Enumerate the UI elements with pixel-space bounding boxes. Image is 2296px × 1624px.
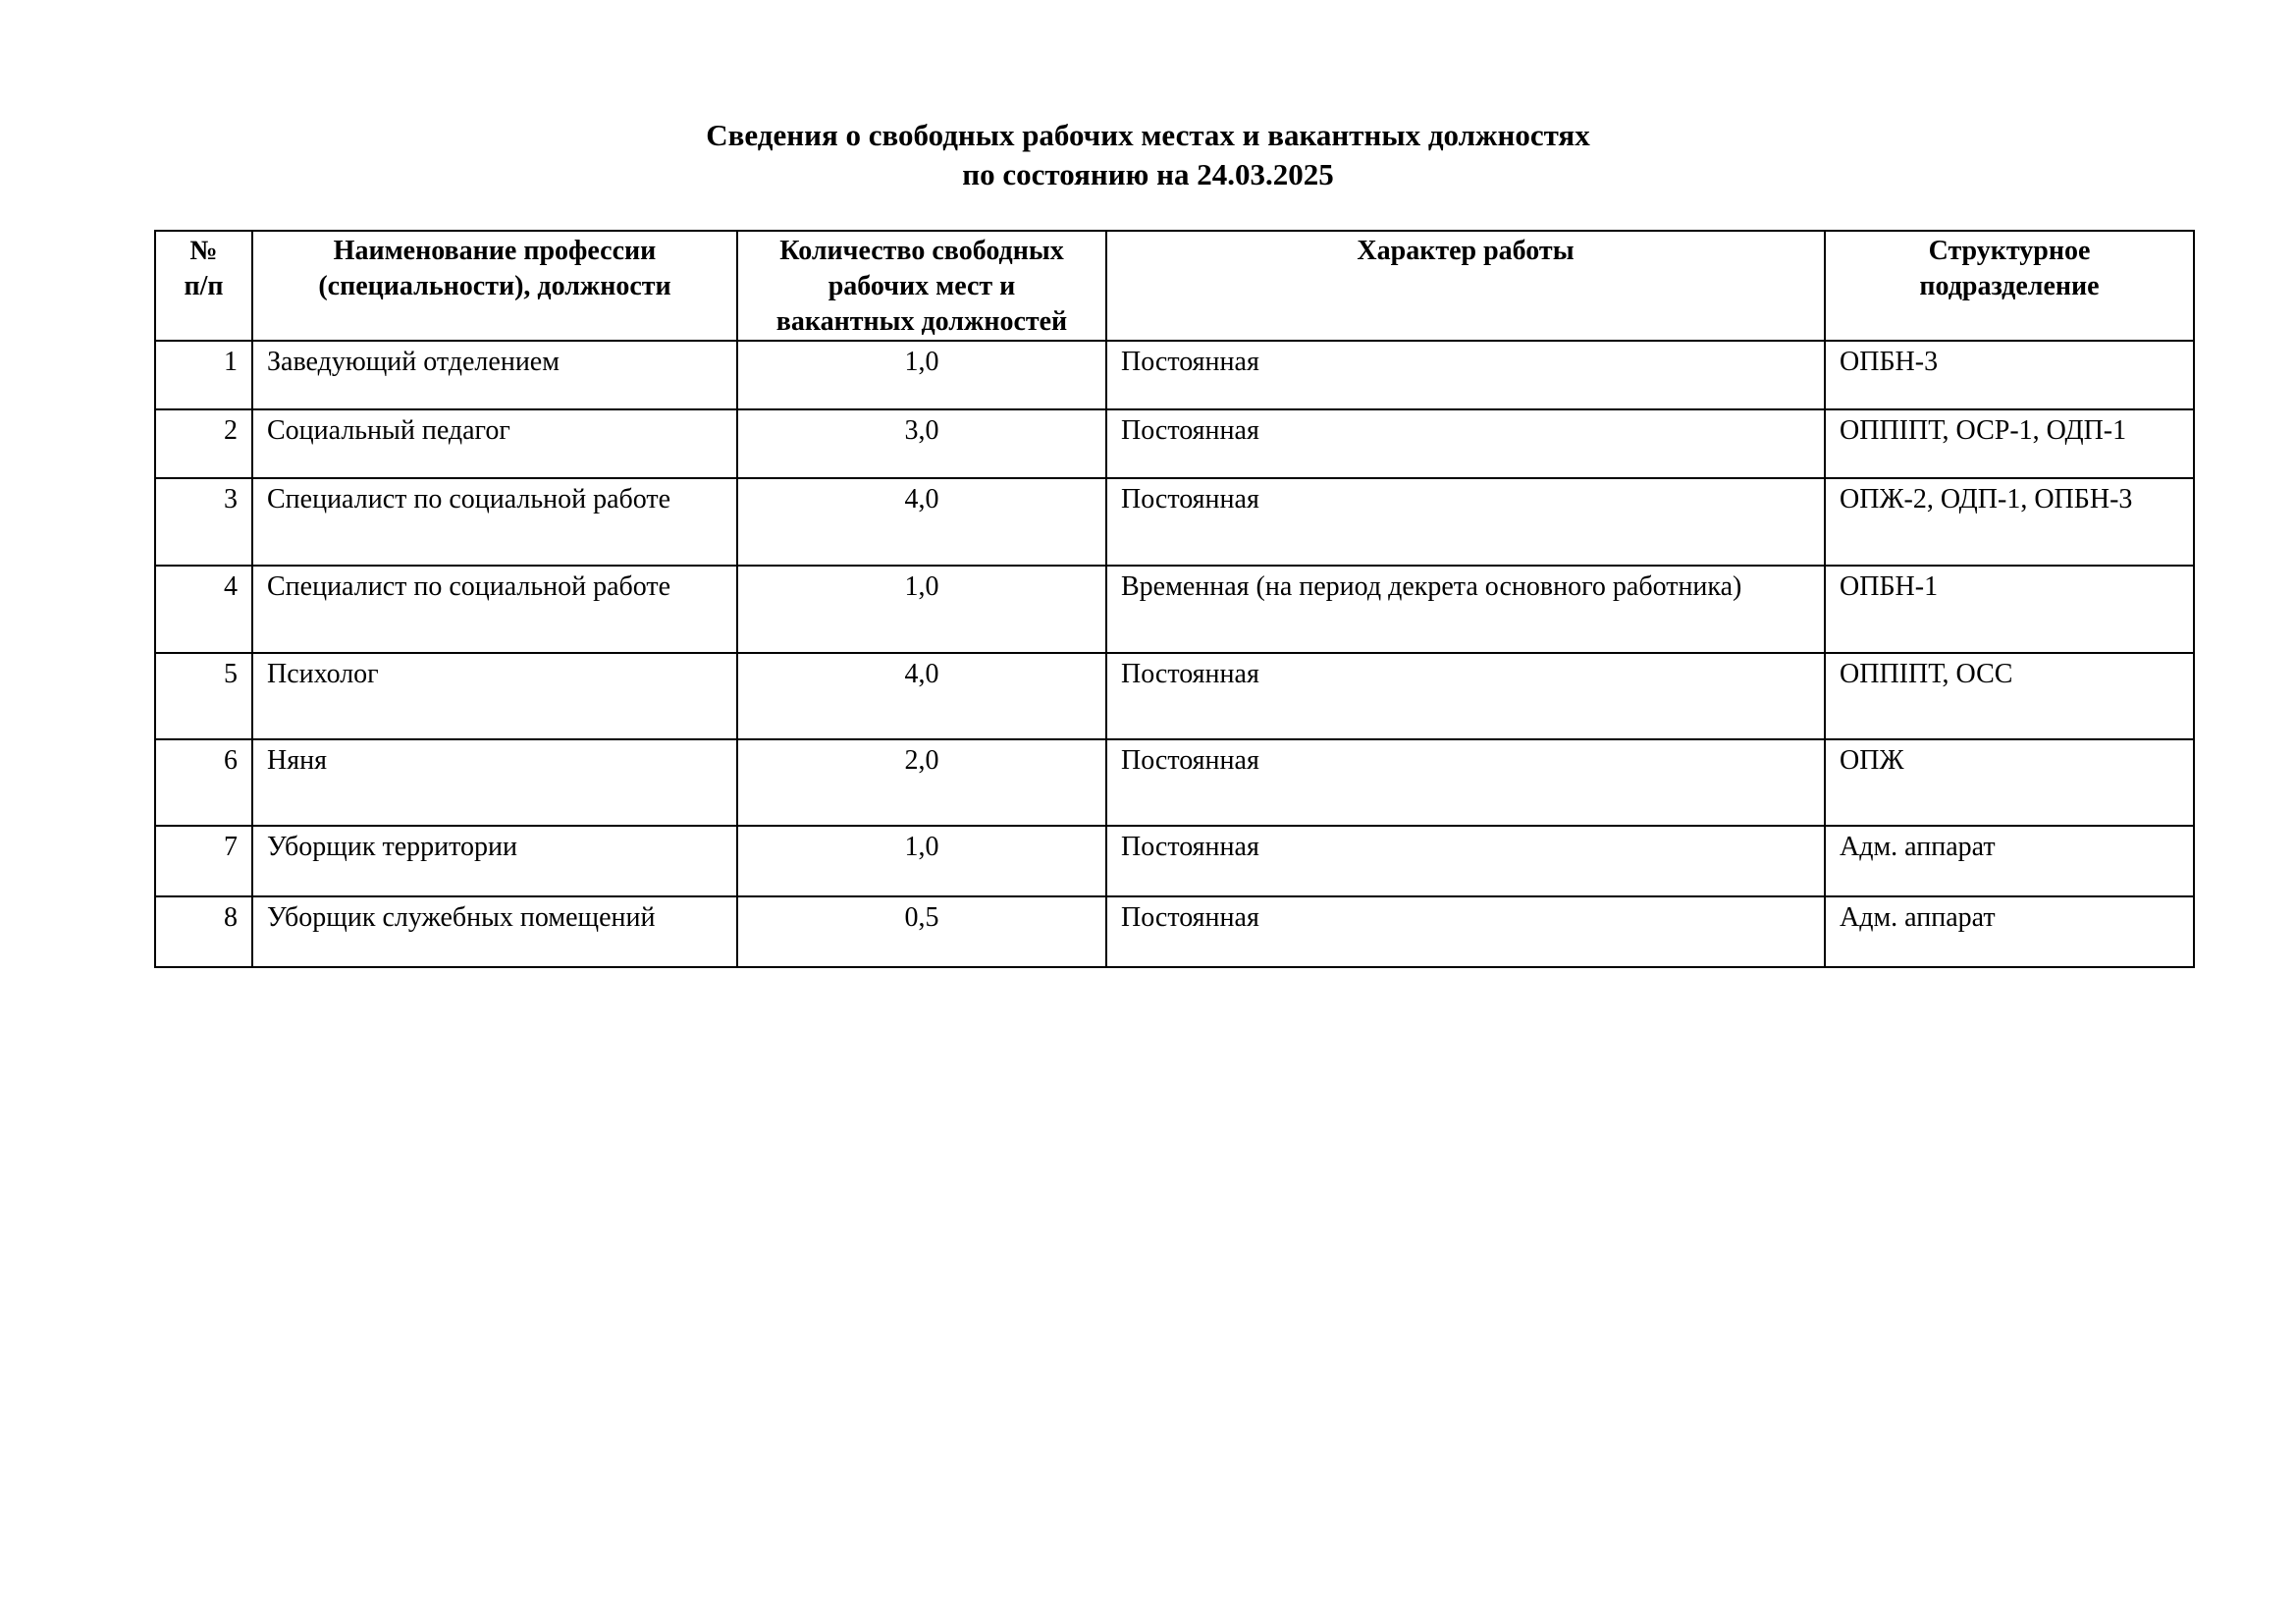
- table-row: [155, 409, 2194, 478]
- header-nature: [1106, 231, 1825, 341]
- header-nature-label: Характер работы: [1357, 236, 1575, 266]
- table-row: [155, 896, 2194, 967]
- header-name: [252, 231, 737, 341]
- row-num: 3: [155, 478, 252, 566]
- row-work-nature: Постоянная: [1106, 896, 1825, 967]
- table-row: [155, 653, 2194, 739]
- row-department: ОПБН-3: [1825, 341, 2194, 409]
- row-department: ОППІПТ, ОСР-1, ОДП-1: [1825, 409, 2194, 478]
- row-department: ОПЖ: [1825, 739, 2194, 826]
- row-work-nature: Постоянная: [1106, 478, 1825, 566]
- row-position: Специалист по социальной работе: [252, 478, 737, 566]
- row-department: Адм. аппарат: [1825, 826, 2194, 896]
- table-row: [155, 566, 2194, 653]
- row-position: Специалист по социальной работе: [252, 566, 737, 653]
- header-qty-line2: рабочих мест и: [828, 271, 1016, 301]
- row-quantity: 2,0: [737, 739, 1106, 826]
- row-position: Заведующий отделением: [252, 341, 737, 409]
- table-row: [155, 341, 2194, 409]
- table-header: [155, 231, 2194, 341]
- header-num: [155, 231, 252, 341]
- row-num: 2: [155, 409, 252, 478]
- row-work-nature: Постоянная: [1106, 341, 1825, 409]
- header-row: [155, 231, 2194, 341]
- row-num: 1: [155, 341, 252, 409]
- header-num-line1: №: [189, 236, 218, 266]
- header-dept-line1: Структурное: [1928, 236, 2091, 266]
- row-department: Адм. аппарат: [1825, 896, 2194, 967]
- table-row: [155, 739, 2194, 826]
- header-num-line2: п/п: [184, 271, 224, 301]
- row-quantity: 0,5: [737, 896, 1106, 967]
- header-qty-line1: Количество свободных: [779, 236, 1064, 266]
- table-body: [155, 341, 2194, 967]
- document-title: [0, 116, 2296, 194]
- row-quantity: 4,0: [737, 478, 1106, 566]
- row-department: ОПЖ-2, ОДП-1, ОПБН-3: [1825, 478, 2194, 566]
- row-quantity: 3,0: [737, 409, 1106, 478]
- title-line-2: по состоянию на 24.03.2025: [962, 157, 1334, 191]
- row-position: Психолог: [252, 653, 737, 739]
- row-quantity: 1,0: [737, 341, 1106, 409]
- row-position: Уборщик служебных помещений: [252, 896, 737, 967]
- header-qty-line3: вакантных должностей: [775, 306, 1068, 337]
- row-work-nature: Постоянная: [1106, 653, 1825, 739]
- row-position: Уборщик территории: [252, 826, 737, 896]
- title-line-1: Сведения о свободных рабочих местах и вакантных должностях: [706, 118, 1590, 152]
- row-num: 7: [155, 826, 252, 896]
- row-work-nature: Постоянная: [1106, 826, 1825, 896]
- row-position: Няня: [252, 739, 737, 826]
- table-row: [155, 826, 2194, 896]
- row-quantity: 1,0: [737, 826, 1106, 896]
- row-department: ОПБН-1: [1825, 566, 2194, 653]
- row-work-nature: Временная (на период декрета основного работника): [1106, 566, 1825, 653]
- row-num: 4: [155, 566, 252, 653]
- row-num: 5: [155, 653, 252, 739]
- row-position: Социальный педагог: [252, 409, 737, 478]
- table-row: [155, 478, 2194, 566]
- row-quantity: 4,0: [737, 653, 1106, 739]
- row-quantity: 1,0: [737, 566, 1106, 653]
- header-dept-line2: подразделение: [1919, 271, 2100, 301]
- row-num: 6: [155, 739, 252, 826]
- vacancies-table: [154, 230, 2195, 968]
- header-name-line2: (специальности), должности: [318, 271, 671, 301]
- row-work-nature: Постоянная: [1106, 409, 1825, 478]
- header-qty: [737, 231, 1106, 341]
- row-num: 8: [155, 896, 252, 967]
- header-dept: [1825, 231, 2194, 341]
- row-work-nature: Постоянная: [1106, 739, 1825, 826]
- header-name-line1: Наименование профессии: [333, 236, 657, 266]
- row-department: ОППІПТ, ОСС: [1825, 653, 2194, 739]
